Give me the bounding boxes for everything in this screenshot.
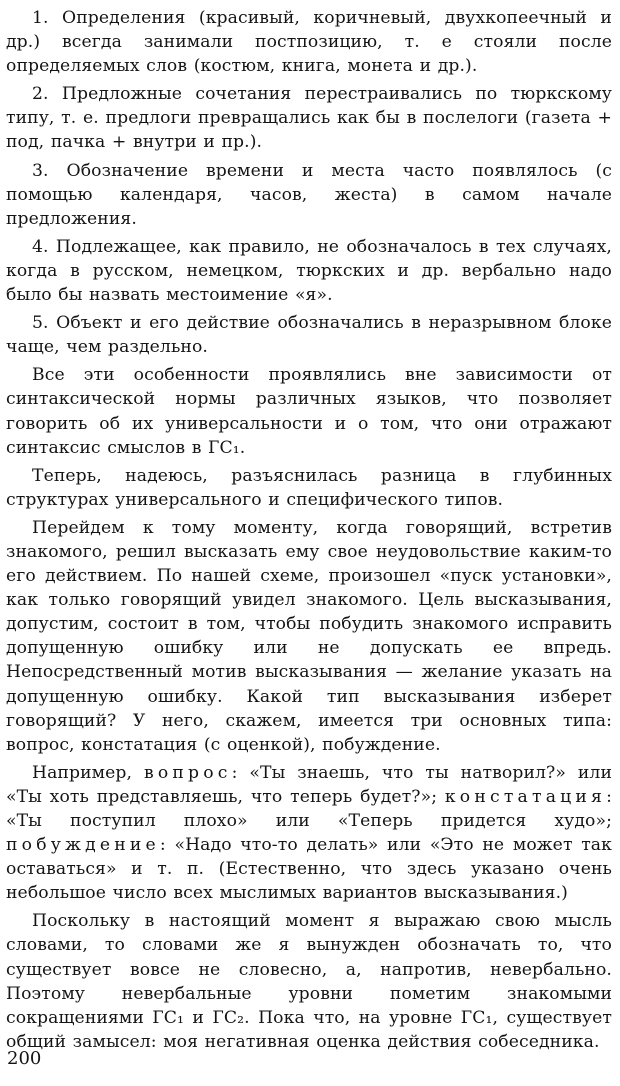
term-question: вопрос xyxy=(143,762,232,783)
term-statement: констатация xyxy=(444,786,607,807)
paragraph-deep-structures: Теперь, надеюсь, разъяснилась разница в глубинных структурах универсального и специфического типов. xyxy=(6,465,612,510)
example-text-1: Например, xyxy=(32,762,144,783)
example-text-3: : «Ты поступил плохо» или «Теперь придется худо»; xyxy=(6,786,612,831)
paragraph-nonverbal-levels: Поскольку в настоящий момент я выражаю свою мысль словами, то словами же я вынужден обозначать то, что существует вовсе не словесно, а, напротив, невербально. Поэтому невербальные уровни пометим знакомыми сокращениями ГС₁ и ГС₂. Пока что, на уровне ГС₁, существует общий замысел: моя негативная оценка действия собеседника. xyxy=(6,911,612,1052)
paragraph-item-4: 4. Подлежащее, как правило, не обозначалось в тех случаях, когда в русском, немецком, тюркских и др. вербально надо было бы назвать местоимение «я». xyxy=(6,236,612,306)
paragraph-item-1: 1. Определения (красивый, коричневый, двухкопеечный и др.) всегда занимали постпозицию, т. е стояли после определяемых слов (костюм, книга, монета и др.). xyxy=(6,8,612,77)
paragraph-item-3: 3. Обозначение времени и места часто появлялось (с помощью календаря, часов, жеста) в самом начале предложения. xyxy=(6,160,612,229)
term-imperative: побуждение xyxy=(6,835,160,856)
paragraph-item-5: 5. Объект и его действие обозначались в неразрывном блоке чаще, чем раздельно. xyxy=(6,313,612,358)
paragraph-universality: Все эти особенности проявлялись вне зависимости от синтаксической нормы различных языков, что позволяет говорить об их универсальности и о том, что они отражают синтаксис смыслов в ГС₁. xyxy=(6,365,612,458)
page-number: 200 xyxy=(7,1048,42,1069)
paragraph-speaker-scenario: Перейдем к тому моменту, когда говорящий, встретив знакомого, решил высказать ему свое неудовольствие каким-то его действием. По нашей схеме, произошел «пуск установки», как только говорящий увидел знакомого. Цель высказывания, допустим, состоит в том, чтобы побудить знакомого исправить допущенную ошибку или не допускать ее впредь. Непосредственный мотив высказывания — желание указать на допущенную ошибку. Какой тип высказывания изберет говорящий? У него, скажем, имеется три основных типа: вопрос, констатация (с оценкой), побуждение. xyxy=(6,517,612,755)
example-text-4: : «Надо что-то делать» или «Это не может так оставаться» и т. п. (Естественно, что здесь указано очень небольшое число всех мыслимых вариантов высказывания.) xyxy=(6,835,612,904)
paragraph-item-2: 2. Предложные сочетания перестраивались по тюркскому типу, т. е. предлоги превращались как бы в послелоги (газета + под, пачка + внутри и пр.). xyxy=(6,84,612,153)
example-text-2: : «Ты знаешь, что ты натворил?» или «Ты хоть представляешь, что теперь будет?»; xyxy=(6,762,613,807)
paragraph-examples xyxy=(6,761,612,906)
